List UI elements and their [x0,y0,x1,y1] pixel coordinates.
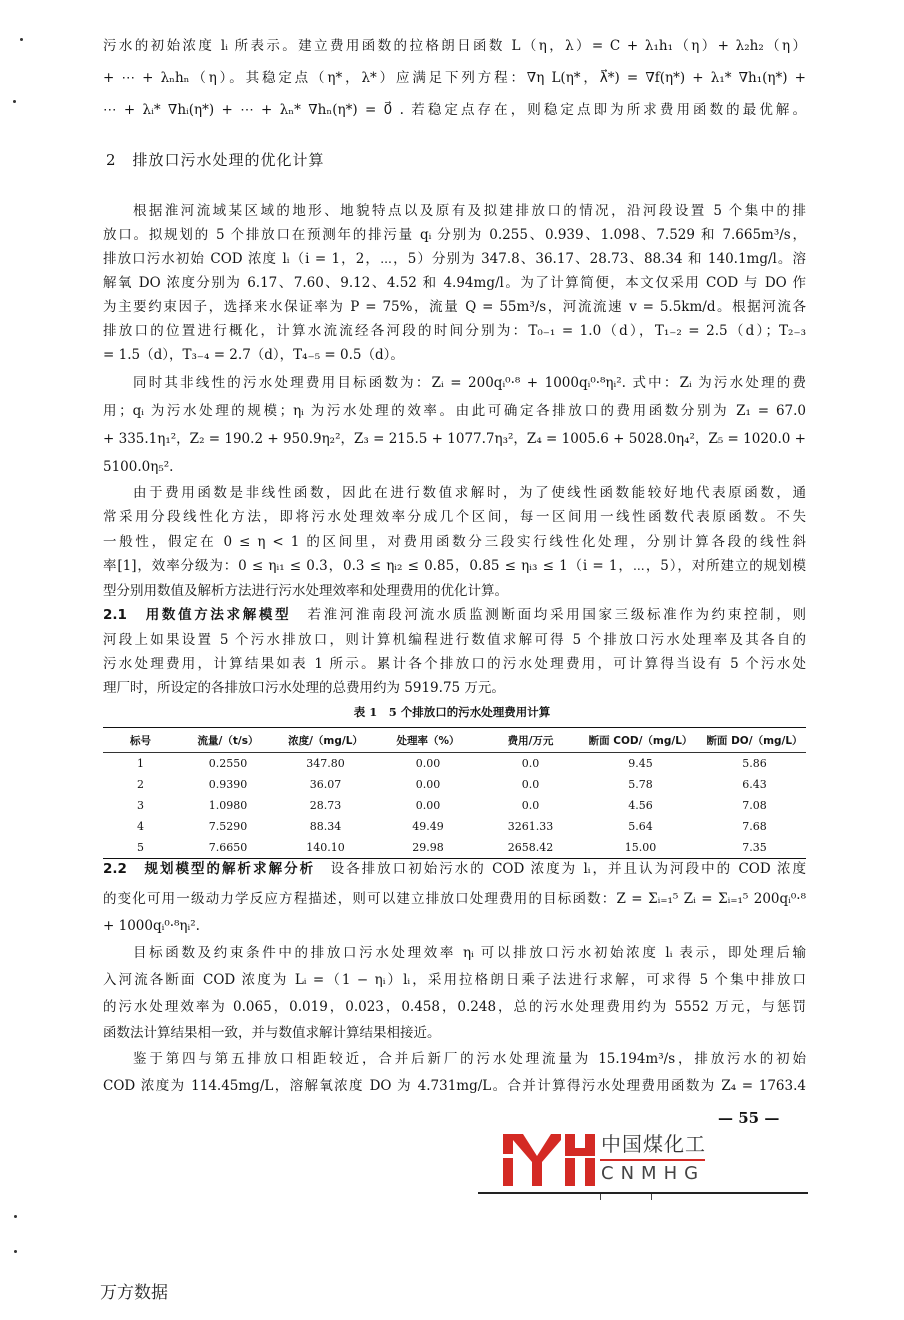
text-line: 5100.0η₅². [103,459,174,475]
table-cell: 7.68 [742,820,767,833]
table-cell: 0.9390 [208,778,248,791]
footer-watermark: 万方数据 [100,1283,168,1303]
table-cell: 3 [137,799,144,812]
text-line: + 335.1η₁²，Z₂ = 190.2 + 950.9η₂²，Z₃ = 215.5 + 1077.7η₃²，Z₄ = 1005.6 + 5028.0η₄²，Z₅ = 1020.0 + [103,431,806,447]
text-line: 解氧 DO 浓度分别为 6.17、7.60、9.12、4.52 和 4.94mg/l。为了计算简便，本文仅采用 COD 与 DO 作 [103,275,806,291]
table-cell: 7.08 [742,799,767,812]
text-line: 鉴于第四与第五排放口相距较近，合并后新厂的污水处理流量为 15.194m³/s，排放污水的初始 [133,1051,806,1067]
text-line: 用；qᵢ 为污水处理的规模；ηᵢ 为污水处理的效率。由此可确定各排放口的费用函数分别为 Z₁ = 67.0 [103,403,806,419]
text-line: 河段上如果设置 5 个污水排放口，则计算机编程进行数值求解可得 5 个排放口污水处理率及其各自的 [103,632,806,648]
logo-mark-icon [503,1132,595,1188]
table-row [103,774,806,795]
logo-text-cn: 中国煤化工 [601,1132,706,1156]
table-cell: 2 [137,778,144,791]
table-row [103,837,806,859]
text-line: 排放口污水初始 COD 浓度 lᵢ（i = 1，2，⋯，5）分别为 347.8、36.17、28.73、88.34 和 140.1mg/l。溶 [103,251,806,267]
column-header: 浓度/（mg/L） [288,734,363,747]
text-span: 若淮河淮南段河流水质监测断面均采用国家三级标准作为约束控制，则 [291,607,807,623]
text-line: 排放口的位置进行概化，计算水流流经各河段的时间分别为：T₀₋₁ = 1.0（d），T₁₋₂ = 2.5（d）；T₂₋₃ [103,323,806,339]
section-heading: 2 排放口污水处理的优化计算 [106,151,325,169]
text-line: COD 浓度为 114.45mg/L，溶解氧浓度 DO 为 4.731mg/L。合并计算得污水处理费用函数为 Z₄ = 1763.4 [103,1078,806,1094]
table-cell: 5.78 [628,778,653,791]
column-header: 处理率（%） [396,734,460,747]
scan-mark [600,1194,652,1200]
logo [503,1132,723,1188]
text-line: 目标函数及约束条件中的排放口污水处理效率 ηᵢ 可以排放口污水初始浓度 lᵢ 表示，即处理后输 [133,945,806,961]
table-cell: 1.0980 [208,799,248,812]
scan-dot [13,100,16,103]
column-header: 流量/（t/s） [197,734,259,747]
table-cell: 5 [137,841,144,854]
table-cell: 7.35 [742,841,767,854]
text-line: 函数法计算结果相一致，并与数值求解计算结果相接近。 [103,1025,441,1041]
table-cell: 0.00 [415,757,441,770]
scan-dot [14,1215,17,1218]
table-row [103,753,806,775]
table-row [103,795,806,816]
table-cell: 29.98 [412,841,444,854]
subsection-title: 2.2 规划模型的解析求解分析 [103,861,316,877]
table-cell: 0.0 [521,799,540,812]
table-cell: 6.43 [742,778,767,791]
text-line: ⋯ + λᵢ* ∇hᵢ(η*) + ⋯ + λₙ* ∇hₙ(η*) = 0⃗ . 若稳定点存在，则稳定点即为所求费用函数的最优解。 [103,102,806,118]
text-line: 污水处理费用，计算结果如表 1 所示。累计各个排放口的污水处理费用，可计算得当设有 5 个污水处 [103,656,806,672]
table-cell: 0.00 [415,799,441,812]
cost-table [103,727,806,859]
text-line: 根据淮河流域某区域的地形、地貌特点以及原有及拟建排放口的情况，沿河段设置 5 个集中的排 [133,203,806,219]
text-line: 理厂时，所设定的各排放口污水处理的总费用约为 5919.75 万元。 [103,680,505,696]
text-line [103,605,806,625]
table-header-row [103,728,806,753]
scan-dot [14,1250,17,1253]
text-line: 污水的初始浓度 lᵢ 所表示。建立费用函数的拉格朗日函数 L（η，λ）= C + λ₁h₁（η）+ λ₂h₂（η） [103,38,806,54]
text-line: 同时其非线性的污水处理费用目标函数为：Zᵢ = 200qᵢ⁰·⁸ + 1000qᵢ⁰·⁸ηᵢ². 式中：Zᵢ 为污水处理的费 [133,375,806,391]
table-row [103,816,806,837]
logo-text-en: CNMHG [601,1163,706,1184]
table-cell: 5.64 [628,820,653,833]
table-cell: 0.0 [521,778,540,791]
logo-divider [600,1159,705,1161]
subsection-title: 2.1 用数值方法求解模型 [103,607,292,623]
table-cell: 0.0 [521,757,540,770]
text-line [103,859,806,879]
column-header: 断面 DO/（mg/L） [706,734,803,747]
page-number: — 55 — [718,1109,780,1127]
text-line: 放口。拟规划的 5 个排放口在预测年的排污量 qᵢ 分别为 0.255、0.939、1.098、7.529 和 7.665m³/s， [103,227,806,243]
text-line: 的污水处理效率为 0.065，0.019，0.023，0.458，0.248，总的污水处理费用约为 5552 万元，与惩罚 [103,999,806,1015]
text-line: 型分别用数值及解析方法进行污水处理效率和处理费用的优化计算。 [103,583,508,599]
text-line: 由于费用函数是非线性函数，因此在进行数值求解时，为了使线性函数能较好地代表原函数，通 [133,485,806,501]
table-cell: 0.00 [415,778,441,791]
table-cell: 28.73 [309,799,342,812]
table-cell: 140.10 [306,841,345,854]
column-header: 断面 COD/（mg/L） [588,734,693,747]
table-cell: 1 [137,757,144,770]
text-line: 率[1]，效率分级为：0 ≤ ηᵢ₁ ≤ 0.3，0.3 ≤ ηᵢ₂ ≤ 0.85，0.85 ≤ ηᵢ₃ ≤ 1（i = 1，⋯，5），对所建立的规划模 [103,558,806,574]
table-body [103,753,806,859]
text-line: 入河流各断面 COD 浓度为 Lᵢ =（1 − ηᵢ）lᵢ，采用拉格朗日乘子法进行求解，可求得 5 个集中排放口 [103,972,806,988]
text-line: 常采用分段线性化方法，即将污水处理效率分成几个区间，每一区间用一线性函数代表原函数。不失 [103,509,806,525]
text-line: 的变化可用一级动力学反应方程描述，则可以建立排放口处理费用的目标函数：Z = Σᵢ₌₁⁵ Zᵢ = Σᵢ₌₁⁵ 200qᵢ⁰·⁸ [103,891,806,907]
table-cell: 0.2550 [208,757,248,770]
table-cell: 4.56 [628,799,653,812]
table-cell: 7.6650 [208,841,248,854]
text-line: 为主要约束因子，选择来水保证率为 P = 75%，流量 Q = 55m³/s，河流流速 v = 5.5km/d。根据河流各 [103,299,806,315]
table-caption: 表 1 5 个排放口的污水处理费用计算 [353,705,551,719]
table-cell: 4 [137,820,144,833]
table-cell: 49.49 [412,820,444,833]
table-cell: 36.07 [309,778,342,791]
table-cell: 88.34 [309,820,342,833]
text-line: 一般性，假定在 0 ≤ η < 1 的区间里，对费用函数分三段实行线性化处理，分别计算各段的线性斜 [103,534,806,550]
text-span: 设各排放口初始污水的 COD 浓度为 lᵢ，并且认为河段中的 COD 浓度 [315,861,806,877]
column-header: 费用/万元 [507,734,554,747]
table-cell: 3261.33 [507,820,554,833]
table-cell: 2658.42 [507,841,554,854]
text-line: + 1000qᵢ⁰·⁸ηᵢ². [103,918,200,934]
table-cell: 7.5290 [208,820,248,833]
table-cell: 9.45 [628,757,653,770]
text-line: + ⋯ + λₙhₙ（η）。其稳定点（η*，λ*）应满足下列方程：∇η L(η*，λ⃗*) = ∇f(η*) + λ₁* ∇h₁(η*) + [103,70,806,86]
table-cell: 5.86 [742,757,767,770]
text-line: = 1.5（d），T₃₋₄ = 2.7（d），T₄₋₅ = 0.5（d）。 [103,347,404,363]
column-header: 标号 [130,734,151,747]
scan-dot [20,38,23,41]
table-cell: 347.80 [306,757,345,770]
table-cell: 15.00 [624,841,657,854]
